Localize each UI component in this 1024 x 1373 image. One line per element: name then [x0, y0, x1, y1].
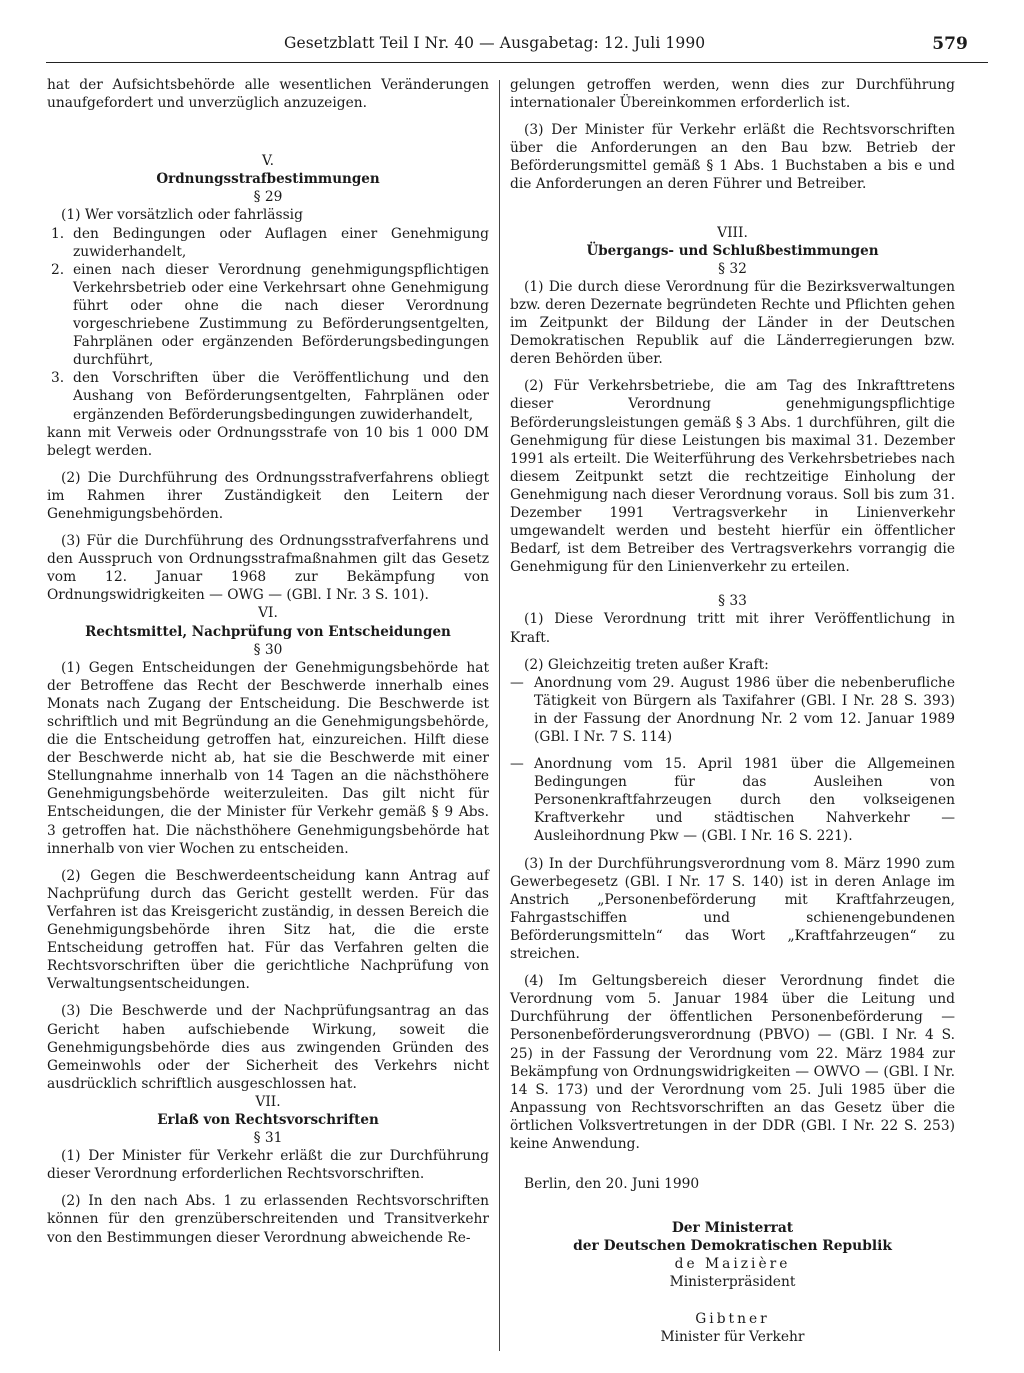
header-title: Gesetzblatt Teil I Nr. 40 — Ausgabetag: 12. Juli 1990	[284, 34, 706, 52]
list-item-text: Anordnung vom 29. August 1986 über die nebenberufliche Tätigkeit von Bürgern als Taxifahrer (GBl. I Nr. 28 S. 393) in der Fassung der Anordnung Nr. 2 vom 12. Januar 1989 (GBl. I Nr. 7 S. 114)	[534, 674, 955, 745]
signatory-role-1: Ministerpräsident	[669, 1274, 796, 1291]
left-column	[47, 76, 489, 1247]
signatory-name-2: Gibtner	[695, 1310, 770, 1327]
list-item-text: den Bedingungen oder Auflagen einer Genehmigung zuwiderhandelt,	[73, 225, 489, 260]
section-v-title: Ordnungsstrafbestimmungen	[156, 171, 380, 188]
paragraph-29-2: (2) Die Durchführung des Ordnungsstrafverfahrens obliegt im Rahmen ihrer Zuständigkeit den Leitern der Genehmigungsbehörden.	[47, 469, 489, 522]
paragraph-32-heading: § 32	[718, 260, 747, 277]
continuation-paragraph: gelungen getroffen werden, wenn dies zur Durchführung internationaler Übereinkommen erforderlich ist.	[510, 77, 955, 112]
page-header	[270, 30, 992, 62]
list-item-text: Anordnung vom 15. April 1981 über die Allgemeinen Bedingungen für das Ausleihen von Personenkraftfahrzeugen durch den volkseigenen Kraftverkehr und städtischen Nahverkehr — Ausleihordnung Pkw — (GBl. I Nr. 16 S. 221).	[534, 756, 955, 845]
right-column	[510, 76, 955, 1346]
list-item-text: einen nach dieser Verordnung genehmigungspflichtigen Verkehrsbetrieb oder eine Verkehrsart ohne Genehmigung führt oder ohne die nach dieser Verordnung vorgeschriebene Zustimmung zu Beförderungsentgelten, Fahrplänen oder ergänzenden Beförderungsbedingungen durchführt,	[73, 261, 489, 369]
section-vi-number: VI.	[258, 605, 278, 622]
list-item-number: 3.	[51, 370, 65, 387]
paragraph-32-1: (1) Die durch diese Verordnung für die Bezirksverwaltungen bzw. deren Dezernate begründeten Rechte und Pflichten gehen im Zeitpunkt der Bildung der Länder in der Deutschen Demokratischen Republik auf die Länderregierungen bzw. deren Behörden über.	[510, 278, 955, 368]
paragraph-30-heading: § 30	[253, 641, 283, 658]
list-item	[47, 225, 489, 261]
place-and-date: Berlin, den 20. Juni 1990	[524, 1176, 700, 1193]
paragraph-32-2: (2) Für Verkehrsbetriebe, die am Tag des Inkrafttretens dieser Verordnung genehmigungspflichtige Beförderungsleistungen gemäß § 3 Abs. 1 durchführen, gilt die Genehmigung für diese Leistungen bis maximal 31. Dezember 1991 als erteilt. Die Weiterführung des Verkehrsbetriebes nach diesem Zeitpunkt setzt die rechtzeitige Einholung der Genehmigung nach dieser Verordnung voraus. Soll bis zum 31. Dezember 1991 Vertragsverkehr in Linienverkehr umgewandelt werden und besteht hierfür ein öffentlicher Bedarf, ist dem Betreiber des Vertragsverkehrs vorrangig die Genehmigung für den Linienverkehr zu erteilen.	[510, 378, 955, 576]
paragraph-29-3: (3) Für die Durchführung des Ordnungsstrafverfahrens und den Ausspruch von Ordnungsstrafmaßnahmen gilt das Gesetz vom 12. Januar 1968 zur Bekämpfung von Ordnungswidrigkeiten — OWG — (GBl. I Nr. 3 S. 101).	[47, 533, 489, 604]
paragraph-33-1: (1) Diese Verordnung tritt mit ihrer Veröffentlichung in Kraft.	[510, 611, 955, 646]
section-viii-title: Übergangs- und Schlußbestimmungen	[586, 242, 879, 259]
page-number: 579	[932, 34, 968, 54]
section-vii-title: Erlaß von Rechtsvorschriften	[157, 1111, 379, 1128]
signature-body-line-2: der Deutschen Demokratischen Republik	[573, 1238, 892, 1255]
list-item-number: 1.	[51, 225, 65, 242]
paragraph-31-3: (3) Der Minister für Verkehr erläßt die Rechtsvorschriften über die Anforderungen an den Bau bzw. Betrieb der Beförderungsmittel gemäß § 1 Abs. 1 Buchstaben a bis e und die Anforderungen an deren Führer und Betreiber.	[510, 122, 955, 193]
paragraph-31-heading: § 31	[253, 1130, 283, 1147]
paragraph-33-4: (4) Im Geltungsbereich dieser Verordnung findet die Verordnung vom 5. Januar 1984 über die Leitung und Durchführung der öffentlichen Personenbeförderung — Personenbeförderungsverordnung (PBVO) — (GBl. I Nr. 4 S. 25) in der Fassung der Verordnung vom 22. März 1984 zur Bekämpfung von Ordnungswidrigkeiten — OWVO — (GBl. I Nr. 14 S. 173) und der Verordnung vom 25. Juli 1985 über die Anpassung von Rechtsvorschriften an das Gesetz über die örtlichen Volksvertretungen in der DDR (GBl. I Nr. 22 S. 253) keine Anwendung.	[510, 973, 955, 1152]
paragraph-33-heading: § 33	[718, 593, 747, 610]
paragraph-29-1-end: kann mit Verweis oder Ordnungsstrafe von 10 bis 1 000 DM belegt werden.	[47, 424, 489, 459]
section-vi-title: Rechtsmittel, Nachprüfung von Entscheidungen	[85, 623, 451, 640]
signatory-role-2: Minister für Verkehr	[660, 1328, 805, 1345]
list-item	[47, 369, 489, 423]
list-item	[510, 755, 955, 845]
paragraph-30-3: (3) Die Beschwerde und der Nachprüfungsantrag an das Gericht haben aufschiebende Wirkung, soweit die Genehmigungsbehörde dies aus zwingenden Gründen des Gemeinwohls oder der Sicherheit des Verkehrs nicht ausdrücklich schriftlich ausgeschlossen hat.	[47, 1003, 489, 1092]
signature-body-line-1: Der Ministerrat	[671, 1220, 794, 1237]
paragraph-31-2: (2) In den nach Abs. 1 zu erlassenden Rechtsvorschriften können für den grenzüberschreitenden und Transitverkehr von den Bestimmungen dieser Verordnung abweichende Re-	[47, 1193, 489, 1246]
paragraph-33-3: (3) In der Durchführungsverordnung vom 8. März 1990 zum Gewerbegesetz (GBl. I Nr. 17 S. 140) ist in deren Anlage im Anstrich „Personenbeförderung mit Kraftfahrzeugen, Fahrgastschiffen und schienengebundenen Beförderungsmitteln“ das Wort „Kraftfahrzeugen“ zu streichen.	[510, 855, 955, 963]
list-item-dash: —	[510, 756, 524, 773]
list-item-text: den Vorschriften über die Veröffentlichung und den Aushang von Beförderungsentgelten, Fahrplänen oder ergänzenden Beförderungsbedingungen zuwiderhandelt,	[73, 370, 489, 423]
section-v-number: V.	[262, 153, 274, 170]
list-item-number: 2.	[51, 261, 65, 278]
section-viii-number: VIII.	[717, 224, 748, 241]
paragraph-33-2: (2) Gleichzeitig treten außer Kraft:	[524, 656, 769, 673]
list-item	[510, 674, 955, 746]
section-vii-number: VII.	[255, 1093, 281, 1110]
paragraph-30-1: (1) Gegen Entscheidungen der Genehmigungsbehörde hat der Betroffene das Recht der Beschwerde innerhalb eines Monats nach Zugang der Entscheidung. Die Beschwerde ist schriftlich und mit Begründung an die Genehmigungsbehörde, die die Entscheidung getroffen hat, einzureichen. Hilft diese der Beschwerde nicht ab, hat sie die Beschwerde mit einer Stellungnahme innerhalb von 14 Tagen an die nächsthöhere Genehmigungsbehörde weiterzuleiten. Das gilt nicht für Entscheidungen, die der Minister für Verkehr gemäß § 9 Abs. 3 getroffen hat. Die nächsthöhere Genehmigungsbehörde hat innerhalb von vier Wochen zu entscheiden.	[47, 659, 489, 857]
paragraph-30-2: (2) Gegen die Beschwerdeentscheidung kann Antrag auf Nachprüfung durch das Gericht gestellt werden. Für das Verfahren ist das Kreisgericht zuständig, in dessen Bereich die Genehmigungsbehörde ihren Sitz hat, die die erste Entscheidung getroffen hat. Für das Verfahren gelten die Rechtsvorschriften über die gerichtliche Nachprüfung von Verwaltungsentscheidungen.	[47, 867, 489, 993]
paragraph-29-1: (1) Wer vorsätzlich oder fahrlässig	[61, 207, 303, 224]
header-rule	[46, 62, 988, 63]
list-item	[47, 261, 489, 370]
paragraph-31-1: (1) Der Minister für Verkehr erläßt die zur Durchführung dieser Verordnung erforderlichen Rechtsvorschriften.	[47, 1148, 489, 1183]
column-divider	[499, 80, 500, 1351]
intro-paragraph: hat der Aufsichtsbehörde alle wesentlichen Veränderungen unaufgefordert und unverzüglich anzuzeigen.	[47, 77, 489, 112]
signatory-name-1: de Maizière	[674, 1256, 791, 1273]
list-item-dash: —	[510, 674, 524, 691]
paragraph-29-heading: § 29	[253, 189, 283, 206]
signature-block	[510, 1219, 955, 1346]
